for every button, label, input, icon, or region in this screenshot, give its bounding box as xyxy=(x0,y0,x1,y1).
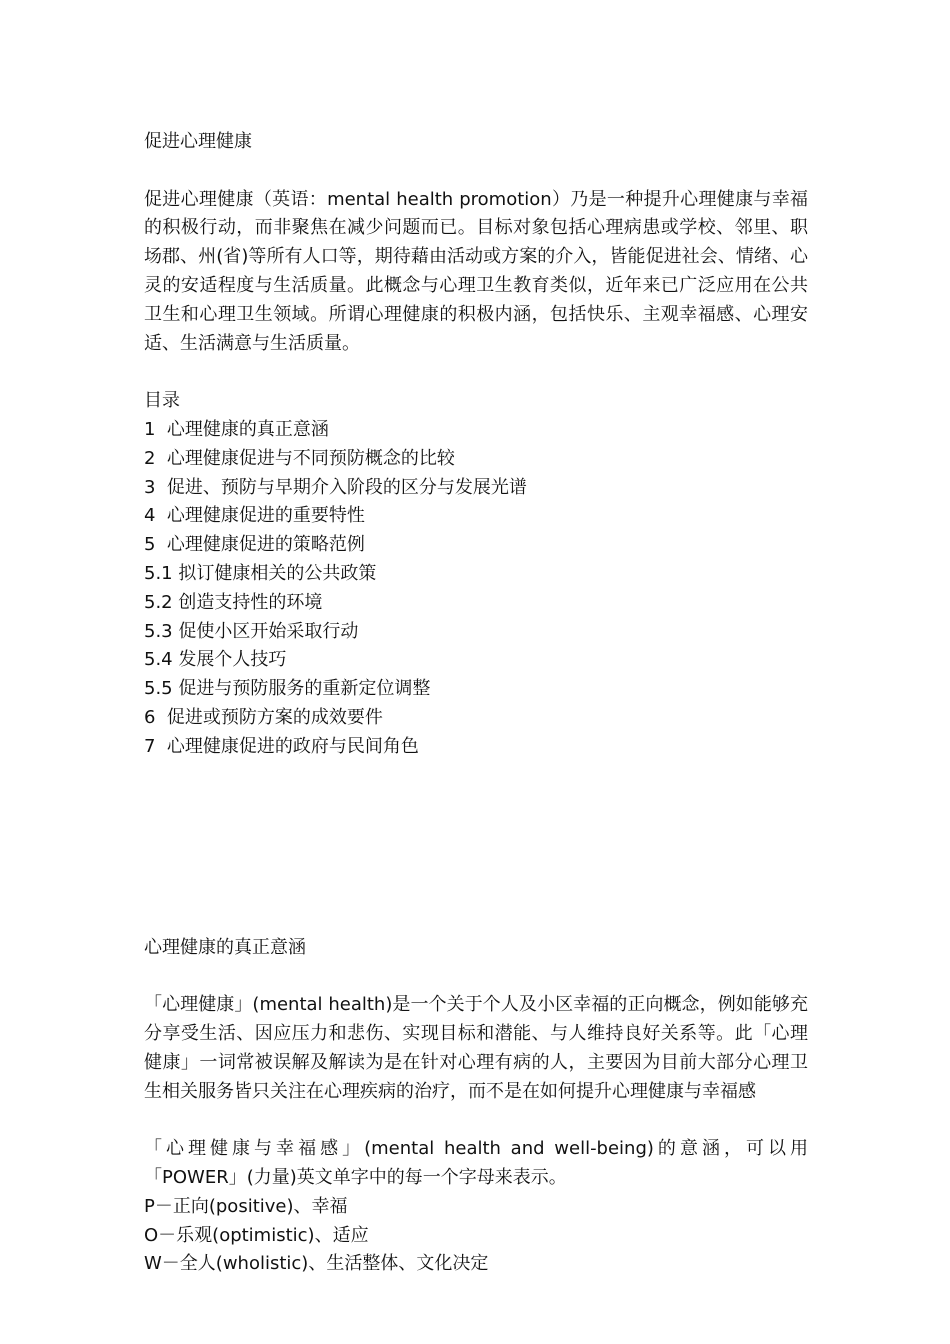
spacer xyxy=(144,1106,808,1135)
toc-item[interactable]: 5 心理健康促进的策略范例 xyxy=(144,534,365,556)
toc-item[interactable]: 5.3 促使小区开始采取行动 xyxy=(144,620,359,642)
intro-paragraph: 促进心理健康（英语：mental health promotion）乃是一种提升心理健康与幸福的积极行动，而非聚焦在减少问题而已。目标对象包括心理病患或学校、邻里、职场郡、州(省)等所有人口等，期待藉由活动或方案的介入，皆能促进社会、情绪、心灵的安适程度与生活质量。此概念与心理卫生教育类似，近年来已广泛应用在公共卫生和心理卫生领域。所谓心理健康的积极内涵，包括快乐、主观幸福感、心理安适、生活满意与生活质量。 xyxy=(144,188,808,354)
toc-item[interactable]: 2 心理健康促进与不同预防概念的比较 xyxy=(144,447,455,469)
list-item: W－全人(wholistic)、生活整体、文化决定 xyxy=(144,1253,489,1275)
toc-item[interactable]: 5.4 发展个人技巧 xyxy=(144,649,287,671)
toc-item[interactable]: 4 心理健康促进的重要特性 xyxy=(144,505,365,527)
toc-item[interactable]: 5.1 拟订健康相关的公共政策 xyxy=(144,562,377,584)
spacer xyxy=(144,358,808,387)
power-list xyxy=(144,1193,808,1279)
spacer xyxy=(144,157,808,186)
toc-item[interactable]: 5.2 创造支持性的环境 xyxy=(144,591,323,613)
section-paragraph: 「心理健康与幸福感」(mental health and well-being)的意涵，可以用「POWER」(力量)英文单字中的每一个字母来表示。 xyxy=(144,1138,808,1188)
list-item: O－乐观(optimistic)、适应 xyxy=(144,1224,369,1246)
spacer xyxy=(144,962,808,991)
document-page xyxy=(144,128,808,1279)
toc-item[interactable]: 6 促进或预防方案的成效要件 xyxy=(144,706,383,728)
spacer xyxy=(144,762,808,848)
toc-item[interactable]: 3 促进、预防与早期介入阶段的区分与发展光谱 xyxy=(144,476,527,498)
toc-item[interactable]: 1 心理健康的真正意涵 xyxy=(144,418,329,440)
section-paragraph: 「心理健康」(mental health)是一个关于个人及小区幸福的正向概念，例如能够充分享受生活、因应压力和悲伤、实现目标和潜能、与人维持良好关系等。此「心理健康」一词常被误解及解读为是在针对心理有病的人，主要因为目前大部分心理卫生相关服务皆只关注在心理疾病的治疗，而不是在如何提升心理健康与幸福感 xyxy=(144,994,808,1102)
toc-title: 目录 xyxy=(144,390,180,412)
toc-item[interactable]: 5.5 促进与预防服务的重新定位调整 xyxy=(144,678,431,700)
list-item: P－正向(positive)、幸福 xyxy=(144,1195,348,1217)
toc-item[interactable]: 7 心理健康促进的政府与民间角色 xyxy=(144,735,419,757)
table-of-contents xyxy=(144,416,808,762)
document-title: 促进心理健康 xyxy=(144,131,252,152)
section-heading: 心理健康的真正意涵 xyxy=(144,936,306,958)
spacer xyxy=(144,848,808,934)
